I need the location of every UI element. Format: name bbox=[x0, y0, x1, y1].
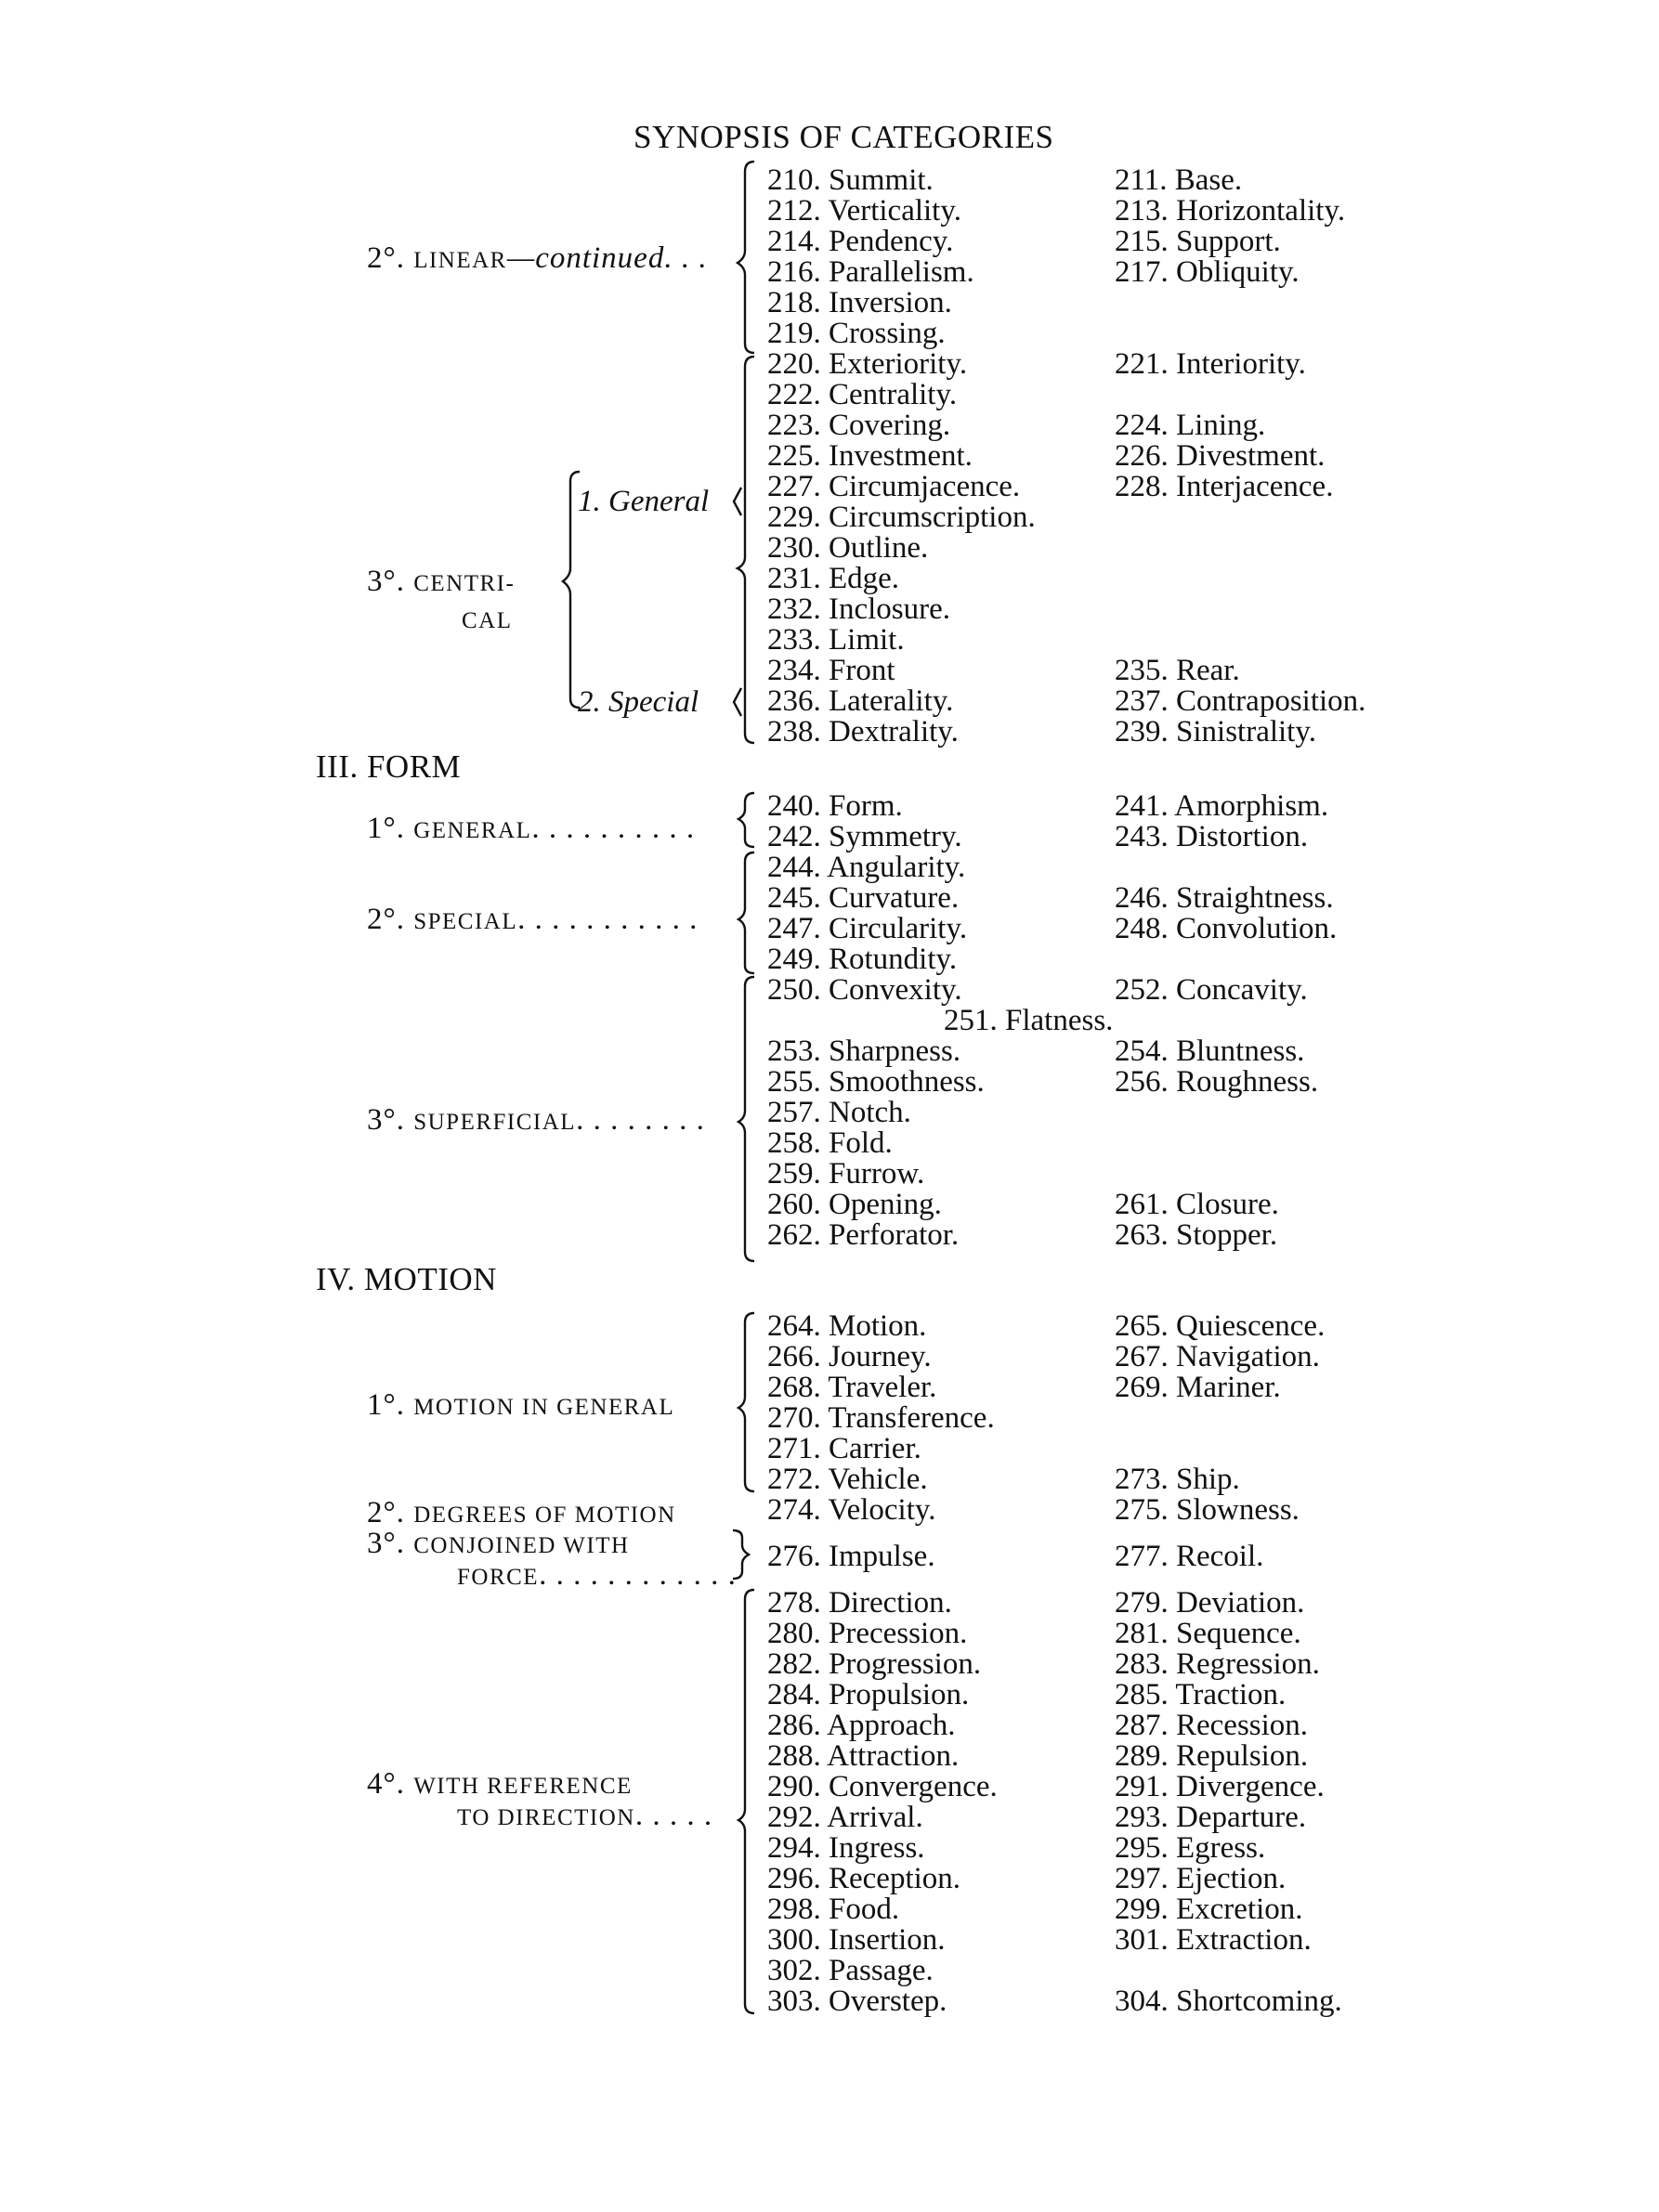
category-label: FORCE bbox=[457, 1565, 540, 1590]
entry: 217. Obliquity. bbox=[1115, 255, 1300, 289]
entry: 269. Mariner. bbox=[1115, 1371, 1281, 1404]
entry: 247. Circularity. bbox=[767, 912, 968, 945]
entry: 288. Attraction. bbox=[767, 1739, 960, 1773]
entry: 225. Investment. bbox=[767, 439, 973, 473]
entry: 283. Regression. bbox=[1115, 1647, 1320, 1681]
entry: 260. Opening. bbox=[767, 1188, 942, 1221]
category-form-general bbox=[367, 813, 695, 844]
entry: 287. Recession. bbox=[1115, 1709, 1309, 1742]
category-label: TO DIRECTION bbox=[457, 1805, 635, 1830]
entry: 302. Passage. bbox=[767, 1954, 934, 1987]
category-label: CONJOINED WITH bbox=[413, 1533, 630, 1558]
category-motion-direction bbox=[367, 1769, 633, 1800]
entry: 285. Traction. bbox=[1115, 1678, 1287, 1711]
entry: 296. Reception. bbox=[767, 1862, 961, 1895]
entry: 274. Velocity. bbox=[767, 1493, 936, 1527]
entry: 295. Egress. bbox=[1115, 1831, 1266, 1865]
entry: 221. Interiority. bbox=[1115, 347, 1306, 381]
entry: 298. Food. bbox=[767, 1893, 900, 1926]
brace-motion-direction bbox=[738, 1590, 754, 2013]
category-number: 3°. bbox=[367, 565, 405, 598]
category-number: 1°. bbox=[367, 1388, 405, 1422]
entry: 224. Lining. bbox=[1115, 409, 1266, 442]
section-motion: IV. MOTION bbox=[316, 1261, 497, 1297]
entry: 229. Circumscription. bbox=[767, 501, 1036, 534]
entry: 264. Motion. bbox=[767, 1309, 927, 1343]
entry: 244. Angularity. bbox=[767, 851, 966, 884]
entry: 278. Direction. bbox=[767, 1586, 952, 1620]
entry: 252. Concavity. bbox=[1115, 973, 1308, 1007]
leader-dots: . . . . . . . . . . bbox=[531, 812, 696, 845]
entry: 215. Support. bbox=[1115, 225, 1281, 258]
entry: 259. Furrow. bbox=[767, 1157, 925, 1191]
category-number: 3°. bbox=[367, 1103, 405, 1137]
entry: 230. Outline. bbox=[767, 531, 929, 565]
entry: 245. Curvature. bbox=[767, 881, 960, 915]
category-central-line2 bbox=[462, 604, 513, 634]
entry: 249. Rotundity. bbox=[767, 943, 958, 976]
category-number: 1°. bbox=[367, 812, 405, 845]
entry: 257. Notch. bbox=[767, 1096, 911, 1129]
entry: 232. Inclosure. bbox=[767, 592, 951, 626]
leader-dots: . . . . . . . . bbox=[576, 1103, 705, 1137]
entry: 294. Ingress. bbox=[767, 1831, 925, 1865]
entry: 277. Recoil. bbox=[1115, 1540, 1264, 1573]
entry: 279. Deviation. bbox=[1115, 1586, 1305, 1620]
entry: 242. Symmetry. bbox=[767, 820, 962, 853]
entry: 263. Stopper. bbox=[1115, 1218, 1278, 1252]
brace-form-general bbox=[738, 793, 754, 847]
entry: 258. Fold. bbox=[767, 1126, 893, 1160]
category-label: WITH REFERENCE bbox=[413, 1774, 633, 1799]
brace-form-superficial bbox=[738, 977, 754, 1261]
category-label: CENTRI- bbox=[413, 571, 516, 596]
entry: 222. Centrality. bbox=[767, 378, 958, 411]
entry: 228. Interjacence. bbox=[1115, 470, 1334, 503]
entry: 239. Sinistrality. bbox=[1115, 715, 1316, 748]
subcategory-special: 2. Special bbox=[578, 685, 699, 719]
entry: 241. Amorphism. bbox=[1115, 789, 1329, 823]
entry: 213. Horizontality. bbox=[1115, 194, 1346, 228]
entry: 253. Sharpness. bbox=[767, 1034, 961, 1068]
entry: 238. Dextrality. bbox=[767, 715, 959, 748]
category-form-superficial bbox=[367, 1105, 705, 1136]
entry: 233. Limit. bbox=[767, 623, 905, 657]
category-label: CAL bbox=[462, 608, 513, 633]
entry: 289. Repulsion. bbox=[1115, 1739, 1309, 1773]
entry: 271. Carrier. bbox=[767, 1432, 921, 1465]
category-linear bbox=[367, 243, 708, 274]
entry: 270. Transference. bbox=[767, 1401, 995, 1435]
entry: 272. Vehicle. bbox=[767, 1463, 928, 1496]
category-label: MOTION IN GENERAL bbox=[413, 1395, 675, 1420]
brace-linear bbox=[738, 162, 754, 353]
leader-dots: . . . . . . . . . . . bbox=[517, 903, 699, 936]
entry: 218. Inversion. bbox=[767, 286, 952, 319]
category-motion-direction-line2 bbox=[457, 1801, 712, 1831]
entry: 255. Smoothness. bbox=[767, 1065, 985, 1099]
category-label: DEGREES OF MOTION bbox=[413, 1503, 676, 1528]
brace-central bbox=[738, 357, 754, 743]
entry: 301. Extraction. bbox=[1115, 1923, 1312, 1957]
leader-dots: . . . . . bbox=[634, 1799, 713, 1832]
entry: 262. Perforator. bbox=[767, 1218, 960, 1252]
entry: 265. Quiescence. bbox=[1115, 1309, 1326, 1343]
brace-form-special bbox=[738, 852, 754, 973]
brace-sub-special-tip bbox=[734, 688, 741, 716]
entry: 234. Front bbox=[767, 654, 895, 687]
entry: 237. Contraposition. bbox=[1115, 684, 1366, 718]
entry: 300. Insertion. bbox=[767, 1923, 946, 1957]
entry: 299. Excretion. bbox=[1115, 1893, 1303, 1926]
entry: 212. Verticality. bbox=[767, 194, 961, 228]
category-motion-general bbox=[367, 1390, 674, 1421]
category-label: GENERAL bbox=[413, 818, 532, 843]
entry: 235. Rear. bbox=[1115, 654, 1240, 687]
category-motion-force-line2 bbox=[457, 1560, 737, 1591]
category-number: 3°. bbox=[367, 1527, 405, 1560]
category-number: 2°. bbox=[367, 241, 405, 275]
entry: 240. Form. bbox=[767, 789, 903, 823]
entry: 227. Circumjacence. bbox=[767, 470, 1021, 503]
entry: 275. Slowness. bbox=[1115, 1493, 1300, 1527]
entry: 236. Laterality. bbox=[767, 684, 954, 718]
entry: 291. Divergence. bbox=[1115, 1770, 1325, 1803]
category-label: SUPERFICIAL bbox=[413, 1110, 577, 1135]
entry: 226. Divestment. bbox=[1115, 439, 1326, 473]
category-number: 2°. bbox=[367, 903, 405, 936]
entry: 266. Journey. bbox=[767, 1340, 932, 1373]
section-form: III. FORM bbox=[316, 748, 462, 785]
category-central bbox=[367, 566, 515, 597]
entry: 273. Ship. bbox=[1115, 1463, 1240, 1496]
entry: 211. Base. bbox=[1115, 163, 1243, 197]
entry: 246. Straightness. bbox=[1115, 881, 1334, 915]
page-title: SYNOPSIS OF CATEGORIES bbox=[634, 119, 1054, 155]
entry: 210. Summit. bbox=[767, 163, 934, 197]
entry: 297. Ejection. bbox=[1115, 1862, 1287, 1895]
entry-centered: 251. Flatness. bbox=[944, 1004, 1114, 1037]
category-number: 2°. bbox=[367, 1496, 405, 1529]
category-motion-force bbox=[367, 1529, 630, 1559]
entry: 290. Convergence. bbox=[767, 1770, 998, 1803]
category-number: 4°. bbox=[367, 1767, 405, 1801]
category-label: LINEAR bbox=[413, 248, 507, 273]
entry: 231. Edge. bbox=[767, 562, 900, 595]
entry: 216. Parallelism. bbox=[767, 255, 974, 289]
entry: 293. Departure. bbox=[1115, 1801, 1307, 1834]
entry: 214. Pendency. bbox=[767, 225, 954, 258]
brace-sub-general-tip bbox=[734, 488, 741, 515]
entry: 284. Propulsion. bbox=[767, 1678, 970, 1711]
entry: 292. Arrival. bbox=[767, 1801, 923, 1834]
entry: 220. Exteriority. bbox=[767, 347, 968, 381]
entry: 248. Convolution. bbox=[1115, 912, 1338, 945]
entry: 243. Distortion. bbox=[1115, 820, 1309, 853]
subcategory-general: 1. General bbox=[578, 485, 710, 518]
category-continued: —continued. . . bbox=[506, 241, 708, 275]
category-label: SPECIAL bbox=[413, 909, 518, 934]
entry: 261. Closure. bbox=[1115, 1188, 1279, 1221]
brace-motion-general bbox=[738, 1313, 754, 1491]
entry: 268. Traveler. bbox=[767, 1371, 937, 1404]
entry: 282. Progression. bbox=[767, 1647, 982, 1681]
entry: 304. Shortcoming. bbox=[1115, 1984, 1342, 2018]
entry: 281. Sequence. bbox=[1115, 1617, 1301, 1650]
entry: 254. Bluntness. bbox=[1115, 1034, 1305, 1068]
leader-dots: . . . . . . . . . . . . bbox=[539, 1558, 737, 1592]
entry: 280. Precession. bbox=[767, 1617, 968, 1650]
entry: 256. Roughness. bbox=[1115, 1065, 1319, 1099]
entry: 250. Convexity. bbox=[767, 973, 962, 1007]
entry: 219. Crossing. bbox=[767, 317, 946, 350]
entry: 267. Navigation. bbox=[1115, 1340, 1320, 1373]
entry: 276. Impulse. bbox=[767, 1540, 935, 1573]
category-form-special bbox=[367, 904, 698, 935]
category-motion-degrees bbox=[367, 1498, 676, 1529]
entry: 303. Overstep. bbox=[767, 1984, 947, 2018]
entry: 286. Approach. bbox=[767, 1709, 956, 1742]
entry: 223. Covering. bbox=[767, 409, 951, 442]
